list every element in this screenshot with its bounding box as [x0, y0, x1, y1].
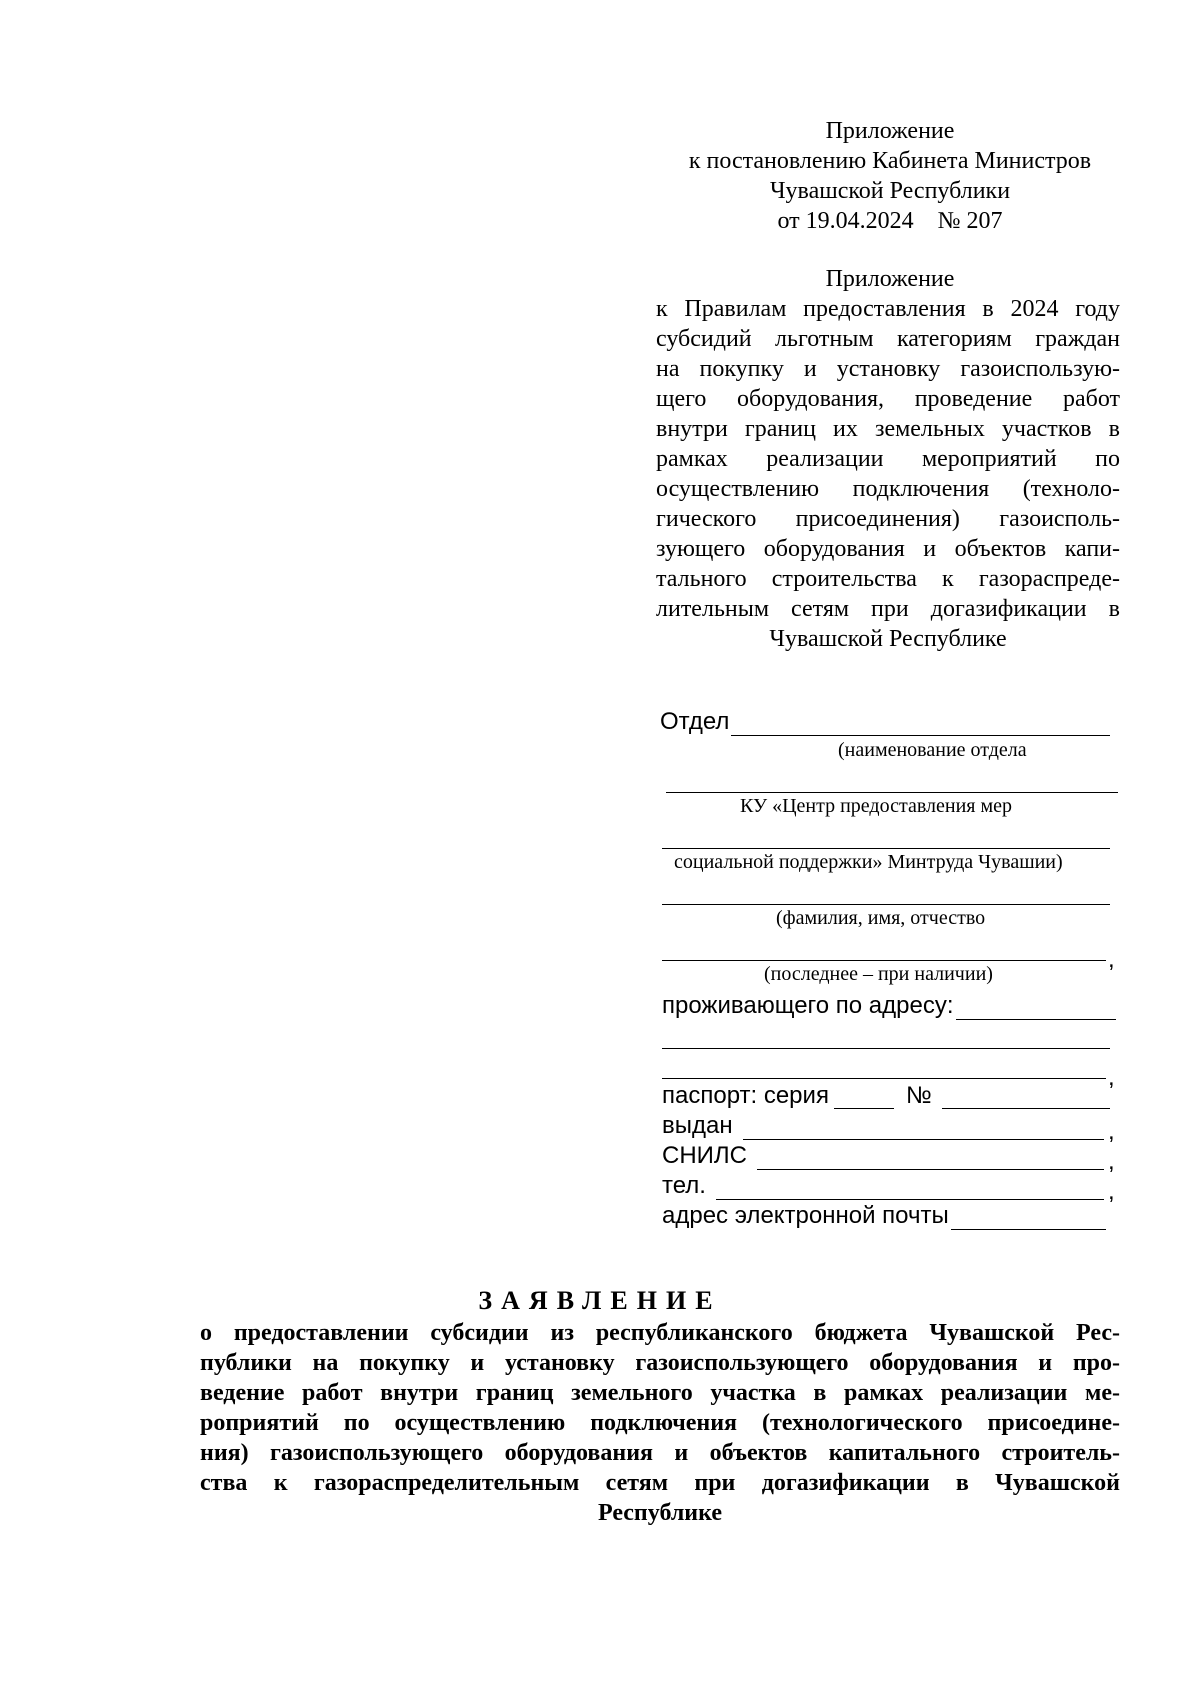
rules-appendix-title: Приложение — [825, 266, 955, 292]
rules-line: тального строительства к газораспреде- — [656, 566, 1120, 592]
address-field[interactable] — [662, 992, 1118, 1020]
rules-line: лительным сетям при догазификации в — [656, 596, 1120, 622]
appendix-title: Приложение — [825, 118, 955, 144]
snils-input-line[interactable] — [757, 1147, 1104, 1170]
hint-ku-center: КУ «Центр предоставления мер — [740, 795, 1013, 817]
address-line-3[interactable] — [662, 1078, 1106, 1079]
dept-label: Отдел — [660, 708, 730, 735]
passport-series-line[interactable] — [834, 1108, 894, 1109]
dept-line-3[interactable] — [662, 848, 1110, 849]
passport-number-line[interactable] — [942, 1108, 1110, 1109]
comma: , — [1108, 1178, 1115, 1205]
rules-line: щего оборудования, проведение работ — [656, 386, 1120, 412]
statement-line: роприятий по осуществлению подключения (технологического присоедине- — [200, 1410, 1120, 1436]
comma: , — [1108, 1118, 1115, 1145]
appendix-republic-line: Чувашской Республики — [769, 178, 1011, 204]
comma: , — [1108, 946, 1115, 973]
statement-line: публики на покупку и установку газоиспользующего оборудования и про- — [200, 1350, 1120, 1376]
email-label: адрес электронной почты — [662, 1202, 949, 1229]
rules-line: на покупку и установку газоиспользую- — [656, 356, 1120, 382]
rules-line: Чувашской Республике — [769, 626, 1007, 652]
fio-line-1[interactable] — [662, 904, 1110, 905]
comma: , — [1108, 1064, 1115, 1091]
comma: , — [1108, 1148, 1115, 1175]
appendix-decree-line: к постановлению Кабинета Министров — [688, 148, 1092, 174]
dept-field[interactable] — [660, 708, 1112, 736]
rules-line: гического присоединения) газоисполь- — [656, 506, 1120, 532]
rules-appendix-text — [656, 294, 1120, 654]
passport-field[interactable] — [662, 1082, 1118, 1110]
statement-line: ния) газоиспользующего оборудования и объектов капитального строитель- — [200, 1440, 1120, 1466]
statement-body — [200, 1318, 1120, 1528]
email-field[interactable] — [662, 1202, 1108, 1230]
address-line-2[interactable] — [662, 1048, 1110, 1049]
statement-line: Республике — [597, 1500, 723, 1526]
appendix-date-number: от 19.04.2024 № 207 — [777, 208, 1003, 234]
phone-label: тел. — [662, 1172, 706, 1199]
rules-line: к Правилам предоставления в 2024 году — [656, 296, 1120, 322]
address-input-line[interactable] — [956, 997, 1116, 1020]
rules-line: рамках реализации мероприятий по — [656, 446, 1120, 472]
passport-number-sign: № — [906, 1082, 932, 1109]
rules-line: осуществлению подключения (техноло- — [656, 476, 1120, 502]
issued-input-line[interactable] — [743, 1117, 1104, 1140]
statement-line: ства к газораспределительным сетям при догазификации в Чувашской — [200, 1470, 1120, 1496]
rules-line: зующего оборудования и объектов капи- — [656, 536, 1120, 562]
statement-line: ведение работ внутри границ земельного участка в рамках реализации ме- — [200, 1380, 1120, 1406]
hint-fio: (фамилия, имя, отчество — [776, 907, 986, 929]
rules-line: субсидий льготным категориям граждан — [656, 326, 1120, 352]
snils-field[interactable] — [662, 1142, 1106, 1170]
fio-line-2[interactable] — [662, 960, 1106, 961]
hint-last-name: (последнее – при наличии) — [764, 963, 993, 985]
email-input-line[interactable] — [951, 1207, 1106, 1230]
snils-label: СНИЛС — [662, 1142, 747, 1169]
hint-dept-name: (наименование отдела — [838, 739, 1027, 761]
dept-input-line[interactable] — [731, 713, 1110, 736]
rules-line: внутри границ их земельных участков в — [656, 416, 1120, 442]
passport-label: паспорт: серия — [662, 1082, 829, 1109]
statement-title: ЗАЯВЛЕНИЕ — [478, 1286, 722, 1315]
phone-field[interactable] — [662, 1172, 1106, 1200]
phone-input-line[interactable] — [716, 1177, 1104, 1200]
address-label: проживающего по адресу: — [662, 992, 954, 1019]
dept-line-2[interactable] — [666, 792, 1118, 793]
hint-social-support: социальной поддержки» Минтруда Чувашии) — [674, 851, 1063, 873]
statement-line: о предоставлении субсидии из республиканского бюджета Чувашской Рес- — [200, 1320, 1120, 1346]
issued-field[interactable] — [662, 1112, 1106, 1140]
issued-label: выдан — [662, 1112, 733, 1139]
